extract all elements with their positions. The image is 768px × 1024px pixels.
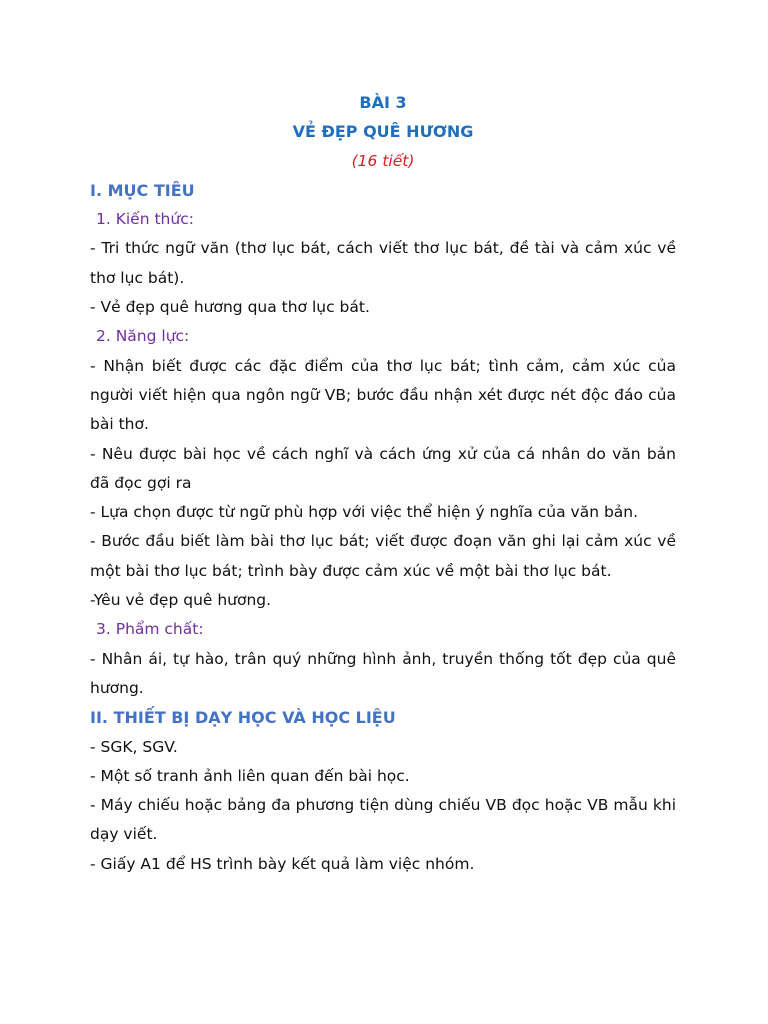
competence-item: - Lựa chọn được từ ngữ phù hợp với việc thể hiện ý nghĩa của văn bản.: [90, 503, 639, 522]
subheading-knowledge: 1. Kiến thức:: [96, 210, 194, 229]
subheading-qualities: 3. Phẩm chất:: [96, 620, 204, 639]
knowledge-item: - Vẻ đẹp quê hương qua thơ lục bát.: [90, 298, 370, 317]
lesson-duration: (16 tiết): [351, 151, 415, 170]
section-heading-equipment: II. THIẾT BỊ DẠY HỌC VÀ HỌC LIỆU: [90, 708, 396, 728]
qualities-item: - Nhân ái, tự hào, trân quý những hình ảnh, truyền thống tốt đẹp của quê hương.: [90, 649, 676, 697]
equipment-item: - SGK, SGV.: [90, 737, 178, 756]
subheading-competence: 2. Năng lực:: [96, 327, 190, 346]
document-page: [90, 88, 676, 879]
equipment-item: - Máy chiếu hoặc bảng đa phương tiện dùng chiếu VB đọc hoặc VB mẫu khi dạy viết.: [90, 796, 676, 844]
competence-item: - Nêu được bài học về cách nghĩ và cách ứng xử của cá nhân do văn bản đã đọc gợi ra: [90, 444, 676, 492]
competence-item: -Yêu vẻ đẹp quê hương.: [90, 591, 272, 610]
competence-item: - Nhận biết được các đặc điểm của thơ lục bát; tình cảm, cảm xúc của người viết hiện qua ngôn ngữ VB; bước đầu nhận xét được nét độc đáo của bài thơ.: [90, 356, 676, 434]
lesson-number: BÀI 3: [359, 93, 407, 112]
equipment-item: - Giấy A1 để HS trình bày kết quả làm việc nhóm.: [90, 854, 475, 873]
lesson-title: VẺ ĐẸP QUÊ HƯƠNG: [292, 122, 474, 142]
equipment-item: - Một số tranh ảnh liên quan đến bài học.: [90, 766, 410, 785]
knowledge-item: - Tri thức ngữ văn (thơ lục bát, cách viết thơ lục bát, đề tài và cảm xúc về thơ lục bát).: [90, 239, 676, 287]
section-heading-objectives: I. MỤC TIÊU: [90, 180, 195, 200]
competence-item: - Bước đầu biết làm bài thơ lục bát; viết được đoạn văn ghi lại cảm xúc về một bài thơ lục bát; trình bày được cảm xúc về một bài thơ lục bát.: [90, 532, 676, 580]
